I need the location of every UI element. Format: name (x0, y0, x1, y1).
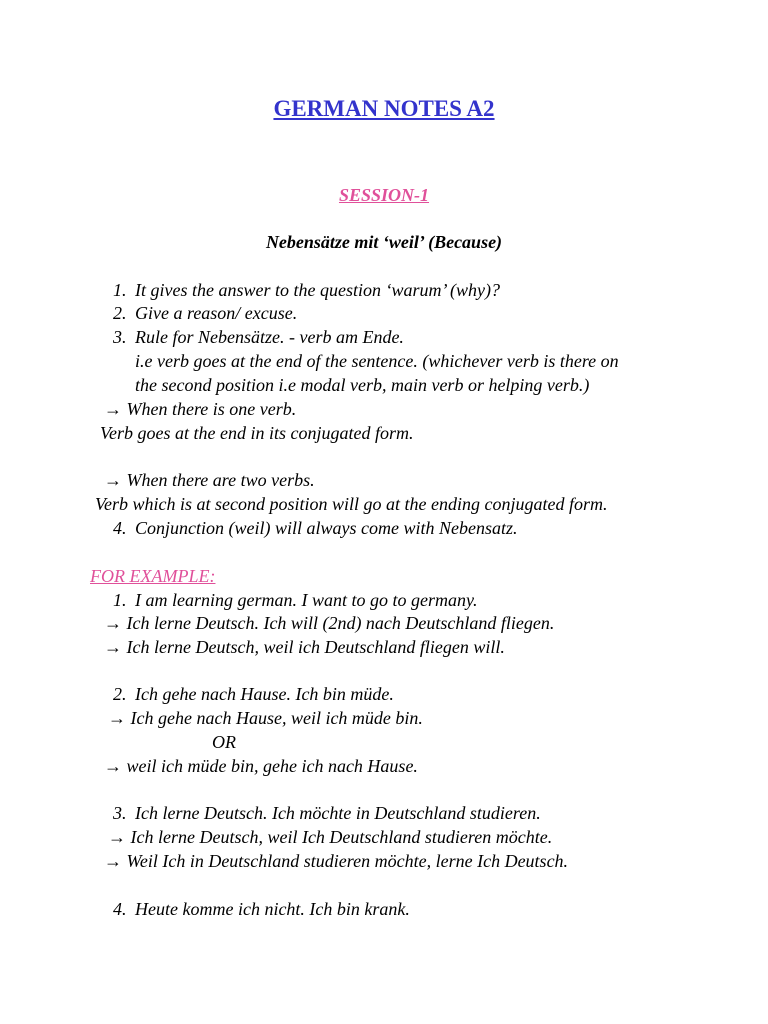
example-number: 1. (113, 590, 127, 610)
example-text: Heute komme ich nicht. Ich bin krank. (135, 899, 410, 919)
rule-text: It gives the answer to the question ‘warum’ (why)? (135, 280, 500, 300)
section-heading: Nebensätze mit ‘weil’ (Because) (265, 232, 503, 252)
rule-text: Give a reason/ excuse. (135, 303, 298, 323)
example-heading: FOR EXAMPLE: (90, 566, 216, 586)
example-line: → Ich lerne Deutsch, weil Ich Deutschland studieren möchte. (108, 827, 553, 847)
example-line: → Ich gehe nach Hause, weil ich müde bin. (108, 708, 423, 728)
rule-number: 4. (113, 518, 127, 538)
page-title: GERMAN NOTES A2 (273, 96, 495, 121)
two-verbs-text: Verb which is at second position will go at the ending conjugated form. (95, 494, 608, 514)
rule-3-continuation: i.e verb goes at the end of the sentence. (whichever verb is there on (135, 351, 619, 371)
rule-number: 1. (113, 280, 127, 300)
one-verb-arrow: → When there is one verb. (104, 399, 297, 419)
two-verbs-arrow: → When there are two verbs. (104, 470, 315, 490)
example-line: → weil ich müde bin, gehe ich nach Hause. (104, 756, 418, 776)
rule-item-1 (113, 279, 500, 301)
rule-item-4 (113, 517, 517, 539)
rule-item-2 (113, 302, 297, 324)
example-line: → Ich lerne Deutsch, weil ich Deutschland fliegen will. (104, 637, 505, 657)
rule-number: 2. (113, 303, 127, 323)
one-verb-text: Verb goes at the end in its conjugated form. (100, 423, 414, 443)
example-item-2 (113, 683, 394, 705)
example-item-3 (113, 802, 541, 824)
rule-number: 3. (113, 327, 127, 347)
example-text: Ich lerne Deutsch. Ich möchte in Deutschland studieren. (135, 803, 541, 823)
example-line: → Weil Ich in Deutschland studieren möchte, lerne Ich Deutsch. (104, 851, 569, 871)
rule-text: Rule for Nebensätze. - verb am Ende. (135, 327, 404, 347)
example-line: → Ich lerne Deutsch. Ich will (2nd) nach Deutschland fliegen. (104, 613, 555, 633)
session-heading: SESSION-1 (338, 185, 430, 205)
example-number: 2. (113, 684, 127, 704)
rule-text: Conjunction (weil) will always come with Nebensatz. (135, 518, 518, 538)
rule-item-3 (113, 326, 404, 348)
example-number: 3. (113, 803, 127, 823)
example-item-4 (113, 898, 410, 920)
example-number: 4. (113, 899, 127, 919)
example-text: Ich gehe nach Hause. Ich bin müde. (135, 684, 394, 704)
rule-3-continuation: the second position i.e modal verb, main verb or helping verb.) (135, 375, 590, 395)
example-item-1 (113, 589, 477, 611)
example-text: I am learning german. I want to go to germany. (135, 590, 478, 610)
example-or: OR (212, 732, 236, 752)
